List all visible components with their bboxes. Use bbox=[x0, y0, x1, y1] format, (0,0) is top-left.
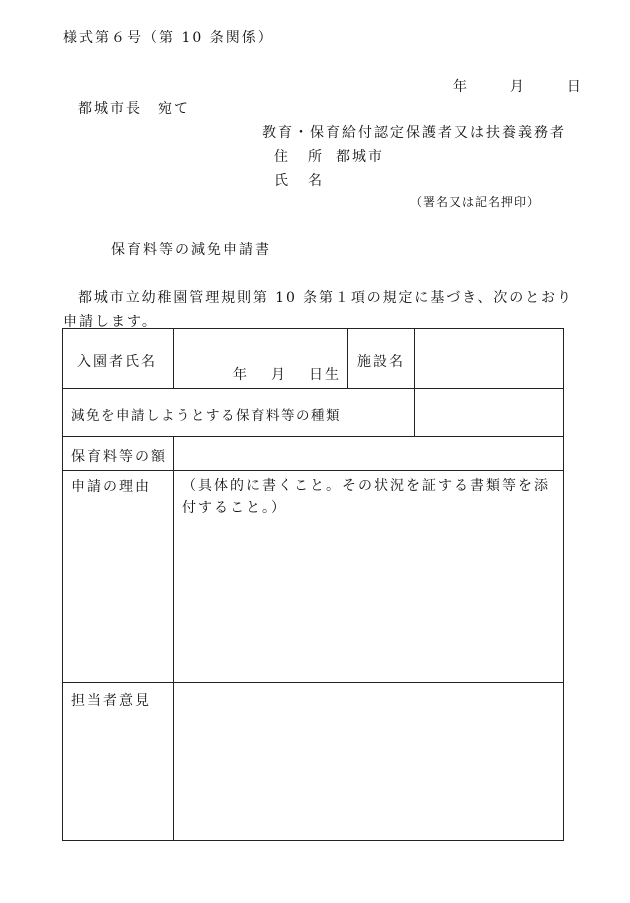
reason-label: 申請の理由 bbox=[71, 479, 151, 495]
name-label: 氏 名 bbox=[274, 173, 325, 189]
birth-month: 月 bbox=[271, 367, 287, 383]
entrant-name-input-cell[interactable] bbox=[174, 329, 348, 389]
seal-note: （署名又は記名押印） bbox=[410, 195, 541, 209]
table-row bbox=[63, 471, 564, 683]
date-line bbox=[453, 76, 581, 96]
staff-opinion-label: 担当者意見 bbox=[71, 693, 151, 709]
date-day: 日 bbox=[566, 79, 581, 95]
birth-day: 日生 bbox=[309, 367, 341, 383]
date-year: 年 bbox=[453, 79, 467, 95]
address-value: 都城市 bbox=[336, 149, 384, 165]
fee-type-label: 減免を申請しようとする保育料等の種類 bbox=[71, 408, 341, 424]
body-text-line2: 申請します。 bbox=[63, 314, 158, 330]
document-title: 保育料等の減免申請書 bbox=[111, 242, 271, 258]
reason-input-cell[interactable] bbox=[174, 471, 564, 683]
form-number: 様式第６号（第 10 条関係） bbox=[63, 30, 274, 46]
address-label: 住 所 bbox=[274, 149, 325, 165]
fee-amount-label-cell bbox=[63, 437, 174, 471]
entrant-name-label: 入園者氏名 bbox=[77, 354, 157, 370]
table-row bbox=[63, 437, 564, 471]
fee-type-input-cell[interactable] bbox=[415, 389, 564, 437]
facility-label-cell bbox=[348, 329, 415, 389]
table-row bbox=[63, 329, 564, 389]
table-row bbox=[63, 683, 564, 841]
addressee: 都城市長 宛て bbox=[78, 101, 190, 117]
entrant-name-label-cell bbox=[63, 329, 174, 389]
birth-date bbox=[174, 364, 347, 388]
body-text-line1: 都城市立幼稚園管理規則第 10 条第１項の規定に基づき、次のとおり bbox=[78, 290, 573, 306]
reason-note: （具体的に書くこと。その状況を証する書類等を添付すること。） bbox=[182, 478, 550, 516]
applicant-title: 教育・保育給付認定保護者又は扶養義務者 bbox=[262, 125, 566, 141]
table-row bbox=[63, 389, 564, 437]
facility-label: 施設名 bbox=[357, 354, 405, 370]
fee-amount-label: 保育料等の額 bbox=[71, 449, 167, 465]
fee-type-label-cell bbox=[63, 389, 415, 437]
facility-input-cell[interactable] bbox=[415, 329, 564, 389]
application-table bbox=[62, 328, 564, 841]
staff-opinion-label-cell bbox=[63, 683, 174, 841]
birth-year: 年 bbox=[233, 367, 249, 383]
reason-label-cell bbox=[63, 471, 174, 683]
staff-opinion-input-cell[interactable] bbox=[174, 683, 564, 841]
fee-amount-input-cell[interactable] bbox=[174, 437, 564, 471]
date-month: 月 bbox=[509, 79, 524, 95]
